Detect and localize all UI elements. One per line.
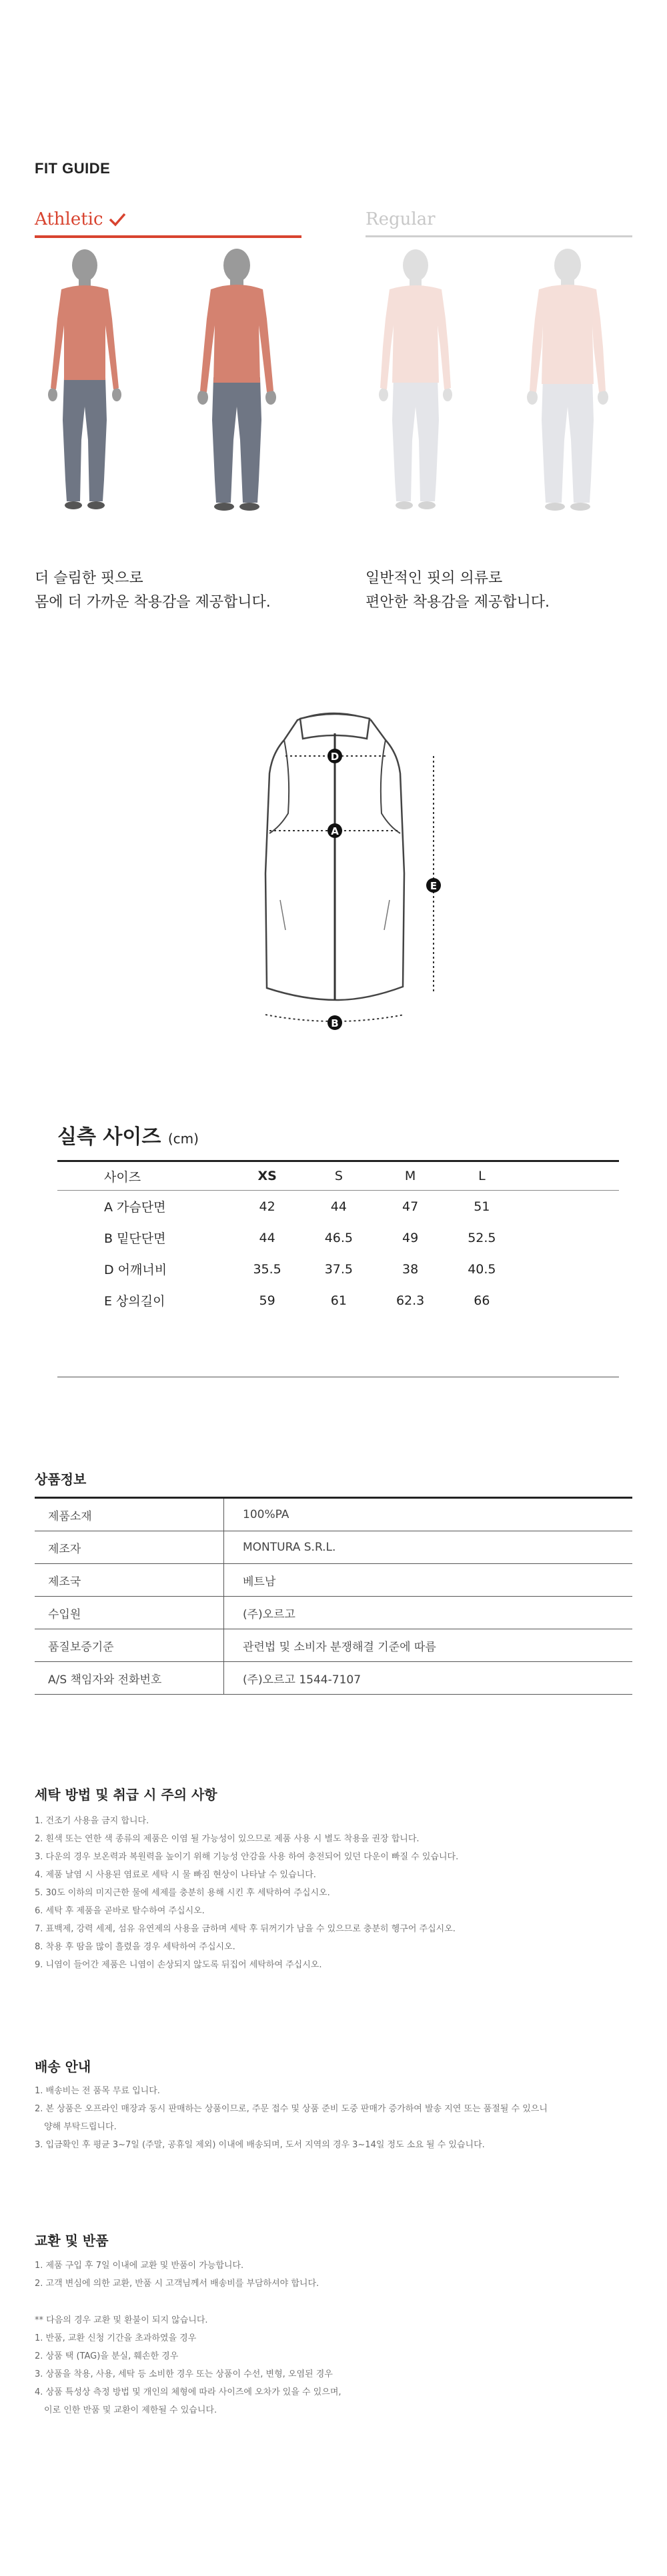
product-info-title: 상품정보 [35, 1471, 87, 1487]
size-cell: 59 [259, 1293, 275, 1308]
size-cell: 66 [474, 1293, 490, 1308]
regular-figure-male [527, 249, 608, 511]
label-d-marker [327, 749, 342, 763]
table-row [57, 1191, 619, 1223]
list-item: 1. 배송비는 전 품목 무료 입니다. [35, 2086, 160, 2096]
size-cell: 37.5 [324, 1261, 354, 1277]
product-info-table [35, 1497, 632, 1695]
info-key: 제조자 [35, 1531, 224, 1564]
list-item: 1. 반품, 교환 신청 기간을 초과하였을 경우 [35, 2333, 197, 2343]
info-value: (주)오르고 1544-7107 [224, 1662, 633, 1695]
shipping-list [35, 2082, 548, 2154]
list-item: 9. 니염이 들어간 제품은 니염이 손상되지 않도록 뒤집어 세탁하여 주십시오. [35, 1960, 322, 1970]
size-unit: (cm) [167, 1131, 199, 1147]
size-cell: 49 [402, 1230, 419, 1245]
info-value: MONTURA S.R.L. [224, 1531, 633, 1564]
list-item: 이로 인한 반품 및 교환이 제한될 수 있습니다. [44, 2405, 217, 2415]
size-header-cell: S [303, 1161, 374, 1191]
label-e-marker [426, 878, 441, 893]
list-item: 7. 표백제, 강력 세제, 섬유 유연제의 사용을 금하며 세탁 후 뒤꺼기가 남을 수 있으므로 충분히 헹구어 주십시오. [35, 1924, 456, 1934]
athletic-label: Athletic [35, 209, 103, 229]
label-a: A [331, 825, 339, 837]
size-cell: 61 [330, 1293, 347, 1308]
exchange-note-list [35, 2311, 342, 2419]
size-header-cell: XS [231, 1161, 303, 1191]
size-cell: 40.5 [468, 1261, 496, 1277]
exchange-list [35, 2257, 319, 2293]
list-item: 2. 본 상품은 오프라인 매장과 동시 판매하는 상품이므로, 주문 접수 및 상품 준비 도중 판매가 증가하여 발송 지연 또는 품절될 수 있으니 [35, 2104, 548, 2114]
size-title-text: 실측 사이즈 [57, 1125, 161, 1149]
info-key: A/S 책임자와 전화번호 [35, 1662, 224, 1695]
athletic-description [35, 567, 271, 615]
size-header-spacer [518, 1161, 619, 1191]
fit-figures [0, 247, 667, 547]
size-cell: 38 [402, 1261, 419, 1277]
size-cell: E 상의길이 [104, 1294, 165, 1309]
table-row [35, 1597, 632, 1629]
table-row [35, 1531, 632, 1564]
info-value: (주)오르고 [224, 1597, 633, 1629]
fit-athletic[interactable] [35, 203, 301, 238]
size-cell: A 가슴단면 [104, 1200, 166, 1215]
table-row [35, 1564, 632, 1597]
regular-description [366, 567, 550, 615]
list-item: 8. 착용 후 땀을 많이 흘렸을 경우 세탁하여 주십시오. [35, 1942, 235, 1952]
label-b: B [331, 1017, 339, 1029]
list-item: 2. 흰색 또는 연한 색 종류의 제품은 이염 될 가능성이 있으므로 제품 사용 시 별도 착용을 권장 합니다. [35, 1834, 420, 1844]
regular-underline [366, 235, 632, 237]
size-cell: 44 [330, 1199, 347, 1214]
list-item: 3. 상품을 착용, 사용, 세탁 등 소비한 경우 또는 상품이 수선, 변형, 오염된 경우 [35, 2369, 333, 2379]
table-row [35, 1629, 632, 1662]
list-item: 3. 다운의 경우 보온력과 복원력을 높이기 위해 기능성 안감을 사용 하여 충전되어 있던 다운이 빠질 수 있습니다. [35, 1852, 459, 1862]
size-cell: D 어깨너비 [104, 1263, 167, 1277]
size-cell: 44 [259, 1230, 275, 1245]
size-cell: 35.5 [253, 1261, 281, 1277]
list-item: 4. 제품 날염 시 사용된 염료로 세탁 시 물 빠짐 현상이 나타날 수 있습니다. [35, 1870, 316, 1880]
table-row [57, 1285, 619, 1316]
list-item: 5. 30도 이하의 미지근한 물에 세제를 충분히 용해 시킨 후 세탁하여 주십시오. [35, 1888, 330, 1898]
list-item: 2. 고객 변심에 의한 교환, 반품 시 고객님께서 배송비를 부담하셔야 합니다. [35, 2279, 319, 2289]
list-item: 3. 입금확인 후 평균 3~7일 (주말, 공휴일 제외) 이내에 배송되며, 도서 지역의 경우 3~14일 정도 소요 될 수 있습니다. [35, 2140, 485, 2150]
table-row [35, 1498, 632, 1531]
care-list [35, 1812, 458, 1974]
regular-desc-line: 편안한 착용감을 제공합니다. [366, 594, 550, 611]
size-table [57, 1160, 619, 1316]
size-cell: B 밑단단면 [104, 1231, 166, 1246]
info-key: 제품소재 [35, 1498, 224, 1531]
vest-measurement-diagram [240, 700, 454, 1047]
list-item: 1. 건조기 사용을 금지 합니다. [35, 1816, 149, 1826]
size-header-row [57, 1161, 619, 1191]
info-value: 베트남 [224, 1564, 633, 1597]
fit-guide-title: FIT GUIDE [35, 160, 111, 177]
info-value: 관련법 및 소비자 분쟁해결 기준에 따름 [224, 1629, 633, 1662]
regular-label: Regular [366, 209, 436, 229]
list-item: 6. 세탁 후 제품을 곧바로 탈수하여 주십시오. [35, 1906, 205, 1916]
regular-figure-female [379, 249, 452, 509]
care-title: 세탁 방법 및 취급 시 주의 사항 [35, 1787, 217, 1803]
list-item: 1. 제품 구입 후 7일 이내에 교환 및 반품이 가능합니다. [35, 2261, 244, 2271]
info-key: 품질보증기준 [35, 1629, 224, 1662]
table-row [57, 1222, 619, 1253]
list-item: 양해 부탁드립니다. [44, 2122, 117, 2132]
list-item: 4. 상품 특성상 측정 방법 및 개인의 체형에 따라 사이즈에 오차가 있을 수 있으며, [35, 2387, 342, 2397]
size-header-cell: 사이즈 [57, 1161, 231, 1191]
exchange-title: 교환 및 반품 [35, 2233, 109, 2249]
size-header-cell: L [446, 1161, 518, 1191]
size-cell: 62.3 [396, 1293, 425, 1308]
label-d: D [330, 751, 340, 763]
size-title [57, 1120, 199, 1149]
info-key: 수입원 [35, 1597, 224, 1629]
size-header-cell: M [375, 1161, 446, 1191]
athletic-figure-male [197, 249, 276, 511]
info-value: 100%PA [224, 1498, 633, 1531]
checkmark-icon [109, 212, 126, 227]
table-row [57, 1253, 619, 1285]
athletic-figure-female [48, 249, 121, 509]
size-cell: 51 [474, 1199, 490, 1214]
athletic-desc-line: 더 슬림한 핏으로 [35, 570, 143, 587]
info-key: 제조국 [35, 1564, 224, 1597]
regular-desc-line: 일반적인 핏의 의류로 [366, 570, 503, 587]
size-cell: 52.5 [468, 1230, 496, 1245]
list-item: 2. 상품 택 (TAG)을 분실, 훼손한 경우 [35, 2351, 179, 2361]
size-cell: 42 [259, 1199, 275, 1214]
athletic-underline [35, 235, 301, 238]
note-title: ** 다음의 경우 교환 및 환불이 되지 않습니다. [35, 2315, 208, 2325]
label-b-marker [327, 1015, 342, 1030]
shipping-title: 배송 안내 [35, 2059, 91, 2075]
label-e: E [430, 880, 438, 892]
size-cell: 47 [402, 1199, 419, 1214]
athletic-desc-line: 몸에 더 가까운 착용감을 제공합니다. [35, 594, 271, 611]
size-cell: 46.5 [324, 1230, 354, 1245]
table-row [35, 1662, 632, 1695]
fit-regular[interactable] [366, 203, 632, 237]
label-a-marker [327, 823, 342, 838]
